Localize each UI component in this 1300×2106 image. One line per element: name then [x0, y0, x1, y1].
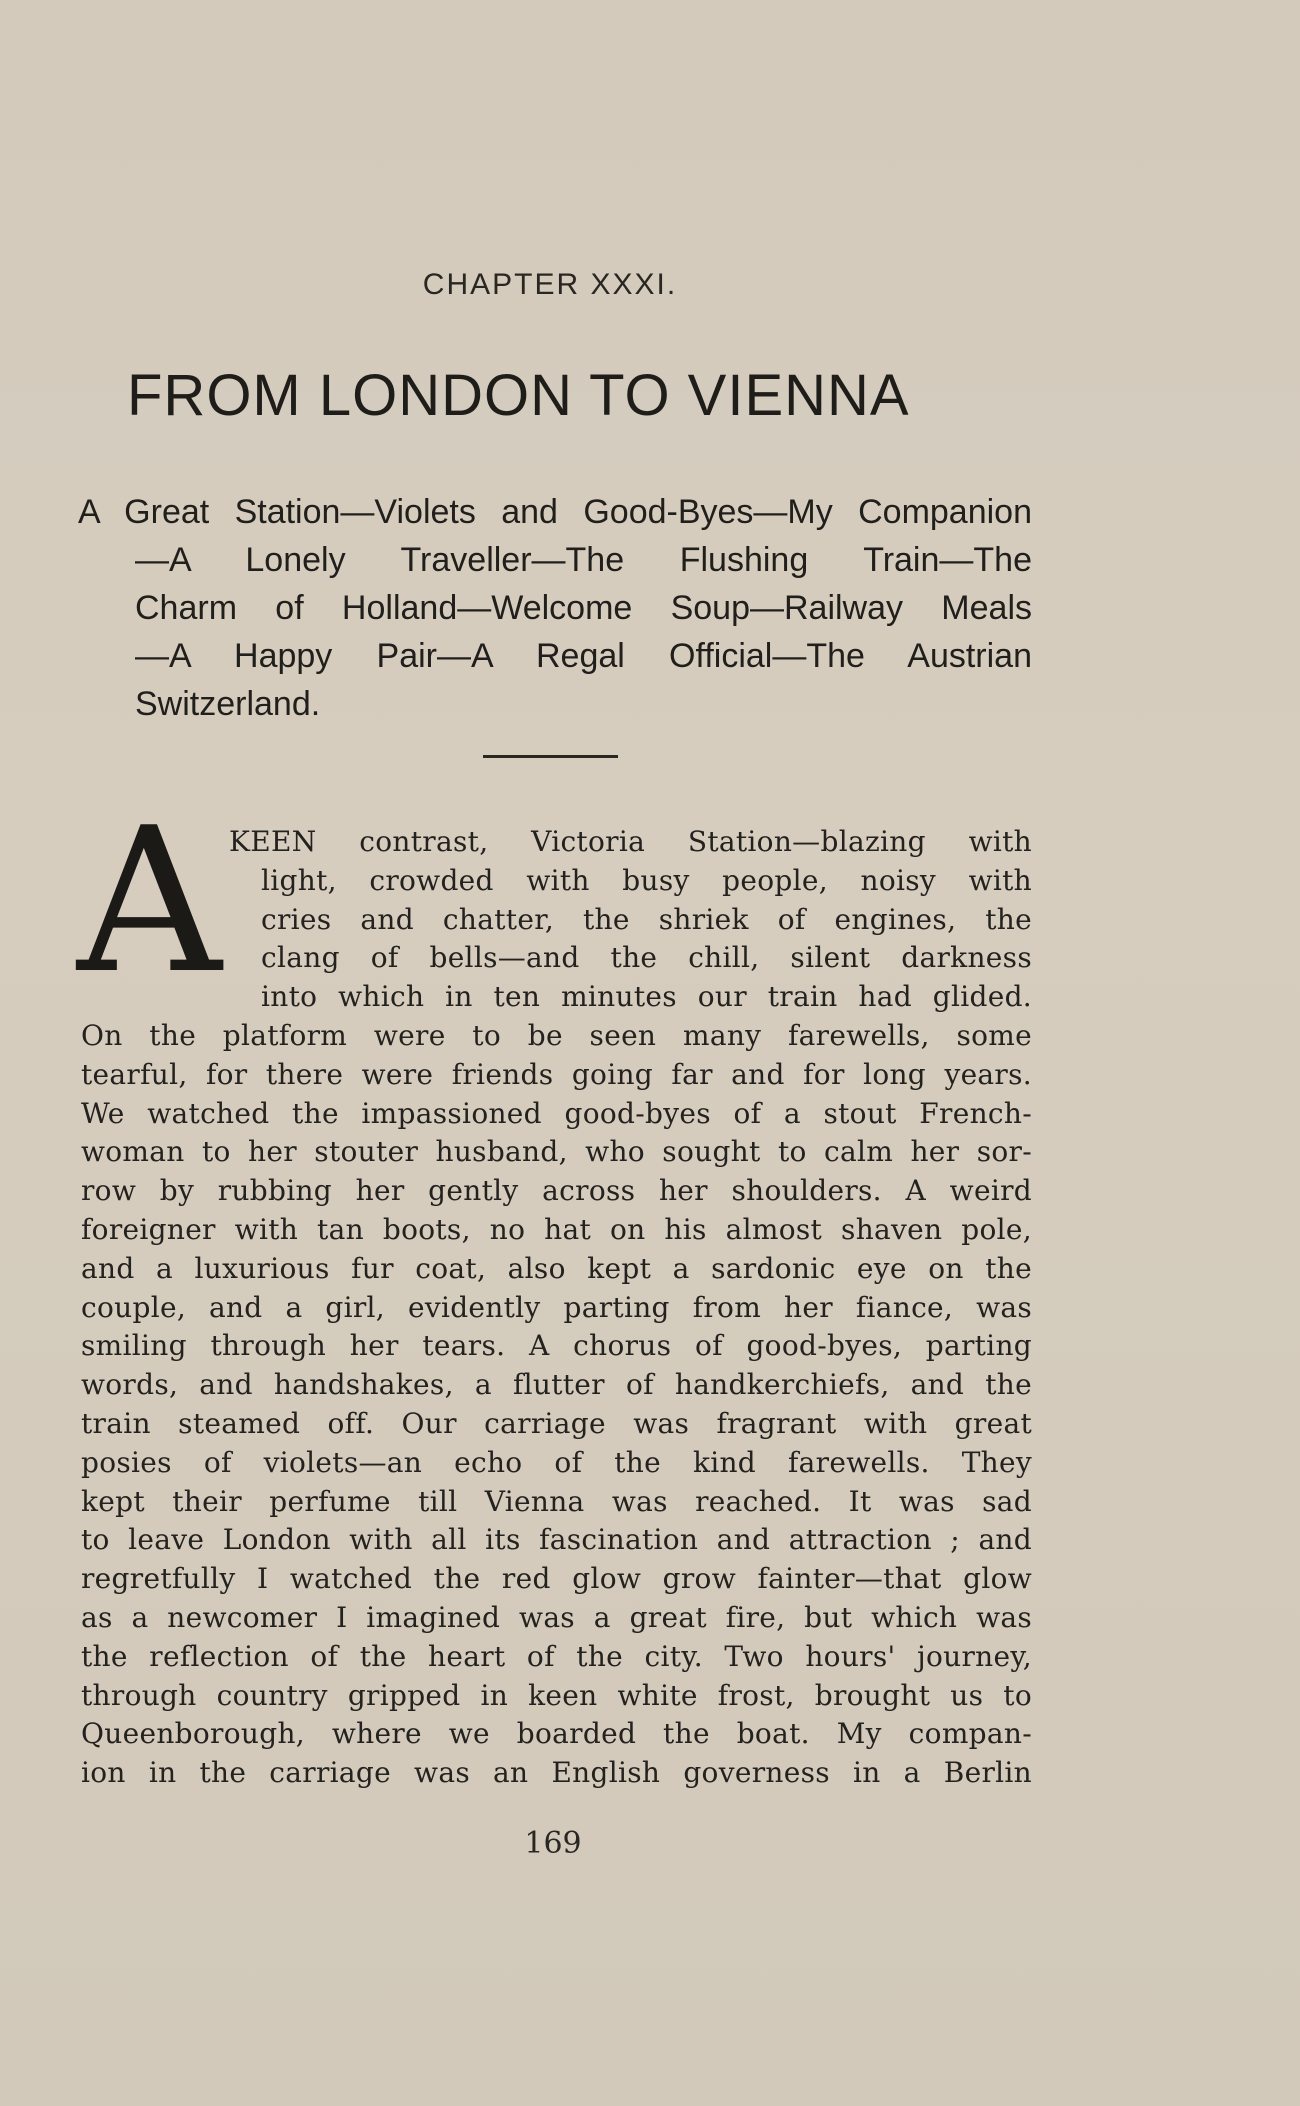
body-line: light, crowded with busy people, noisy with	[261, 863, 1032, 897]
body-line: smiling through her tears. A chorus of good-byes, parting	[81, 1329, 1032, 1363]
body-line: Queenborough, where we boarded the boat. My compan-	[81, 1717, 1032, 1751]
body-line: KEEN contrast, Victoria Station—blazing with	[229, 825, 1032, 858]
body-line: We watched the impassioned good-byes of a stout French-	[81, 1096, 1032, 1130]
body-line: and a luxurious fur coat, also kept a sardonic eye on the	[81, 1251, 1032, 1285]
body-line: into which in ten minutes our train had glided.	[261, 980, 1032, 1014]
chapter-synopsis	[78, 488, 1032, 728]
body-text	[81, 823, 1032, 1793]
section-divider	[483, 755, 618, 758]
body-line: couple, and a girl, evidently parting from her fiance, was	[81, 1290, 1032, 1324]
body-line: ion in the carriage was an English governess in a Berlin	[81, 1756, 1032, 1790]
body-line: On the platform were to be seen many farewells, some	[81, 1018, 1032, 1052]
page-number: 169	[524, 1826, 582, 1861]
body-line: row by rubbing her gently across her shoulders. A weird	[81, 1174, 1032, 1208]
body-line: cries and chatter, the shriek of engines, the	[261, 902, 1032, 936]
body-line: foreigner with tan boots, no hat on his almost shaven pole,	[81, 1212, 1032, 1246]
body-line: to leave London with all its fascination and attraction ; and	[81, 1523, 1032, 1557]
synopsis-line: A Great Station—Violets and Good-Byes—My Companion	[78, 493, 1032, 531]
body-line: words, and handshakes, a flutter of handkerchiefs, and the	[81, 1368, 1032, 1402]
body-line: regretfully I watched the red glow grow fainter—that glow	[81, 1562, 1032, 1596]
synopsis-line: Switzerland.	[135, 685, 321, 723]
body-line: train steamed off. Our carriage was fragrant with great	[81, 1406, 1032, 1440]
chapter-title: FROM LONDON TO VIENNA	[127, 363, 910, 428]
chapter-label: CHAPTER XXXI.	[422, 268, 678, 301]
body-line: through country gripped in keen white frost, brought us to	[81, 1678, 1032, 1712]
body-line: posies of violets—an echo of the kind farewells. They	[81, 1445, 1032, 1479]
synopsis-line: —A Happy Pair—A Regal Official—The Austrian	[135, 637, 1032, 675]
body-line: clang of bells—and the chill, silent darkness	[261, 941, 1032, 975]
body-line: the reflection of the heart of the city. Two hours' journey,	[81, 1639, 1032, 1673]
synopsis-line: —A Lonely Traveller—The Flushing Train—The	[135, 541, 1032, 579]
body-line: kept their perfume till Vienna was reached. It was sad	[81, 1484, 1032, 1518]
body-line: woman to her stouter husband, who sought to calm her sor-	[81, 1135, 1032, 1169]
synopsis-line: Charm of Holland—Welcome Soup—Railway Meals	[135, 589, 1032, 627]
body-line: as a newcomer I imagined was a great fire, but which was	[81, 1600, 1032, 1634]
drop-cap: A	[77, 785, 222, 1018]
body-line: tearful, for there were friends going far and for long years.	[81, 1057, 1032, 1091]
